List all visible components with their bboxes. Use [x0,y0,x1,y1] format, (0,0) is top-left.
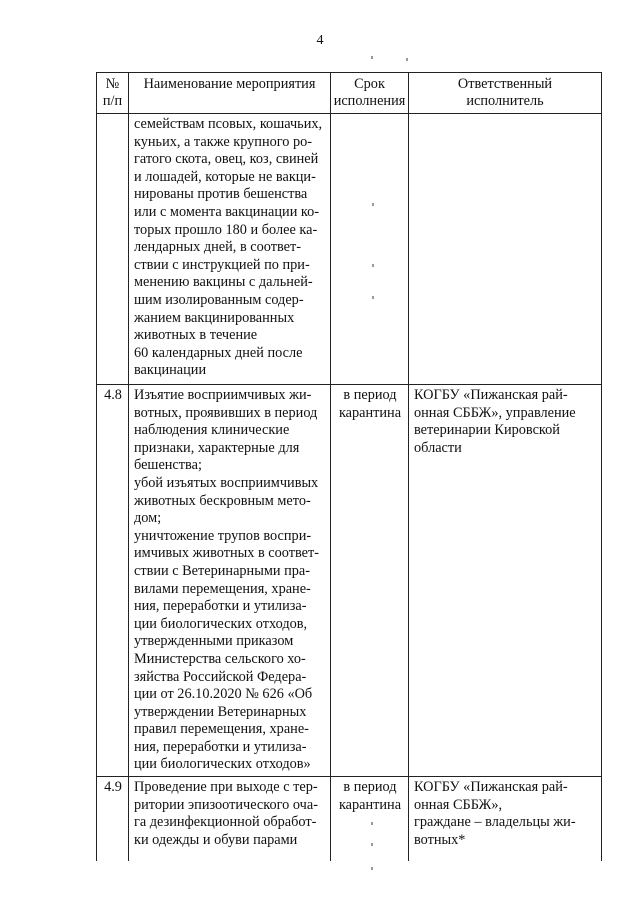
scan-mark [371,56,373,59]
page-number: 4 [316,33,324,48]
cell-measure-name [129,777,331,862]
header-line: п/п [102,93,123,109]
header-term [331,73,409,114]
cell-line: шим изолированным содер- [134,291,304,308]
cell-line: га дезинфекционной обработ- [134,814,317,831]
cell-line: и лошадей, которые не вакци- [134,168,316,185]
cell-line: бешенства; [134,457,202,474]
cell-line: карантина [338,796,402,813]
cell-line: Проведение при выходе с тер- [134,779,318,796]
table-row-4-8 [97,385,602,777]
cell-line: ветеринарии Кировской [414,422,560,439]
table-header-row [97,73,602,114]
cell-line: ния, переработки и утилиза- [134,738,307,755]
cell-line: признаки, характерные для [134,439,300,456]
cell-line: ции биологических отходов» [134,756,311,773]
cell-line: лендарных дней, в соответ- [134,239,301,256]
scan-mark [371,867,373,870]
scan-mark [371,843,373,846]
header-executor [409,73,602,114]
table-row-4-9 [97,777,602,862]
cell-line: вилами перемещения, хране- [134,580,311,597]
cell-line: убой изъятых восприимчивых [134,474,319,491]
cell-line: Изъятие восприимчивых жи- [134,387,312,403]
cell-term [331,777,409,862]
cell-line: ции биологических отходов, [134,615,308,632]
header-number [97,73,129,114]
cell-line: в период [343,387,397,403]
cell-line: КОГБУ «Пижанская рай- [414,387,568,403]
cell-line: наблюдения клинические [134,422,290,439]
header-line: Наименование мероприятия [143,76,316,92]
cell-line: области [414,439,462,456]
cell-line: ции от 26.10.2020 № 626 «Об [134,686,313,703]
cell-line: ствии с Ветеринарными пра- [134,562,310,579]
cell-line: дом; [134,510,162,527]
cell-measure-name [129,114,331,385]
cell-line: онная СББЖ», [414,796,503,813]
header-line: Ответственный [457,76,553,92]
cell-number [97,114,129,385]
cell-line: 60 календарных дней после [134,344,303,361]
cell-line: нированы против бешенства [134,186,308,203]
scan-mark [371,822,373,825]
cell-line: вакцинации [134,362,207,379]
cell-line: Министерства сельского хо- [134,650,306,667]
cell-line: правил перемещения, хране- [134,721,309,738]
scan-mark [372,296,374,299]
cell-line: менению вакцины с дальней- [134,274,313,291]
cell-measure-name [129,385,331,777]
cell-line: зяйства Российской Федера- [134,668,307,685]
cell-line: животных в течение [134,327,258,344]
cell-term [331,114,409,385]
cell-executor [409,385,602,777]
cell-line: ритории эпизоотического оча- [134,796,318,813]
cell-line: утвержденными приказом [134,633,294,650]
cell-line: вотных, проявивших в период [134,404,318,421]
scan-mark [406,58,408,61]
table-row-continuation [97,114,602,385]
cell-line: уничтожение трупов воспри- [134,527,312,544]
header-measure-name [129,73,331,114]
cell-line: ствии с инструкцией по при- [134,256,310,273]
scan-mark [372,264,374,267]
cell-line: онная СББЖ», управление [414,404,576,421]
cell-number: 4.9 [97,777,129,862]
cell-line: имчивых животных в соответ- [134,545,320,562]
cell-line: куньих, а также крупного ро- [134,133,313,150]
scan-mark [372,203,374,206]
cell-executor [409,777,602,862]
cell-line: карантина [338,404,402,421]
header-line: № [105,76,120,92]
cell-line: в период [343,779,397,796]
cell-line: торых прошло 180 и более ка- [134,221,318,238]
header-line: исполнения [333,93,406,109]
cell-line: или с момента вакцинации ко- [134,203,320,220]
cell-line: ния, переработки и утилиза- [134,598,307,615]
cell-number: 4.8 [97,385,129,777]
header-line: исполнитель [466,93,544,109]
cell-line: вотных* [414,831,466,848]
cell-line: утверждении Ветеринарных [134,703,307,720]
cell-line: жанием вакцинированных [134,309,295,326]
cell-executor [409,114,602,385]
measures-table [96,72,602,861]
cell-term [331,385,409,777]
cell-line: животных бескровным мето- [134,492,311,509]
cell-line: ки одежды и обуви парами [134,831,298,848]
cell-line: КОГБУ «Пижанская рай- [414,779,568,796]
cell-line: семействам псовых, кошачьих, [134,116,323,132]
cell-line: граждане – владельцы жи- [414,814,576,831]
cell-line: гатого скота, овец, коз, свиней [134,151,319,168]
header-line: Срок [354,76,385,92]
